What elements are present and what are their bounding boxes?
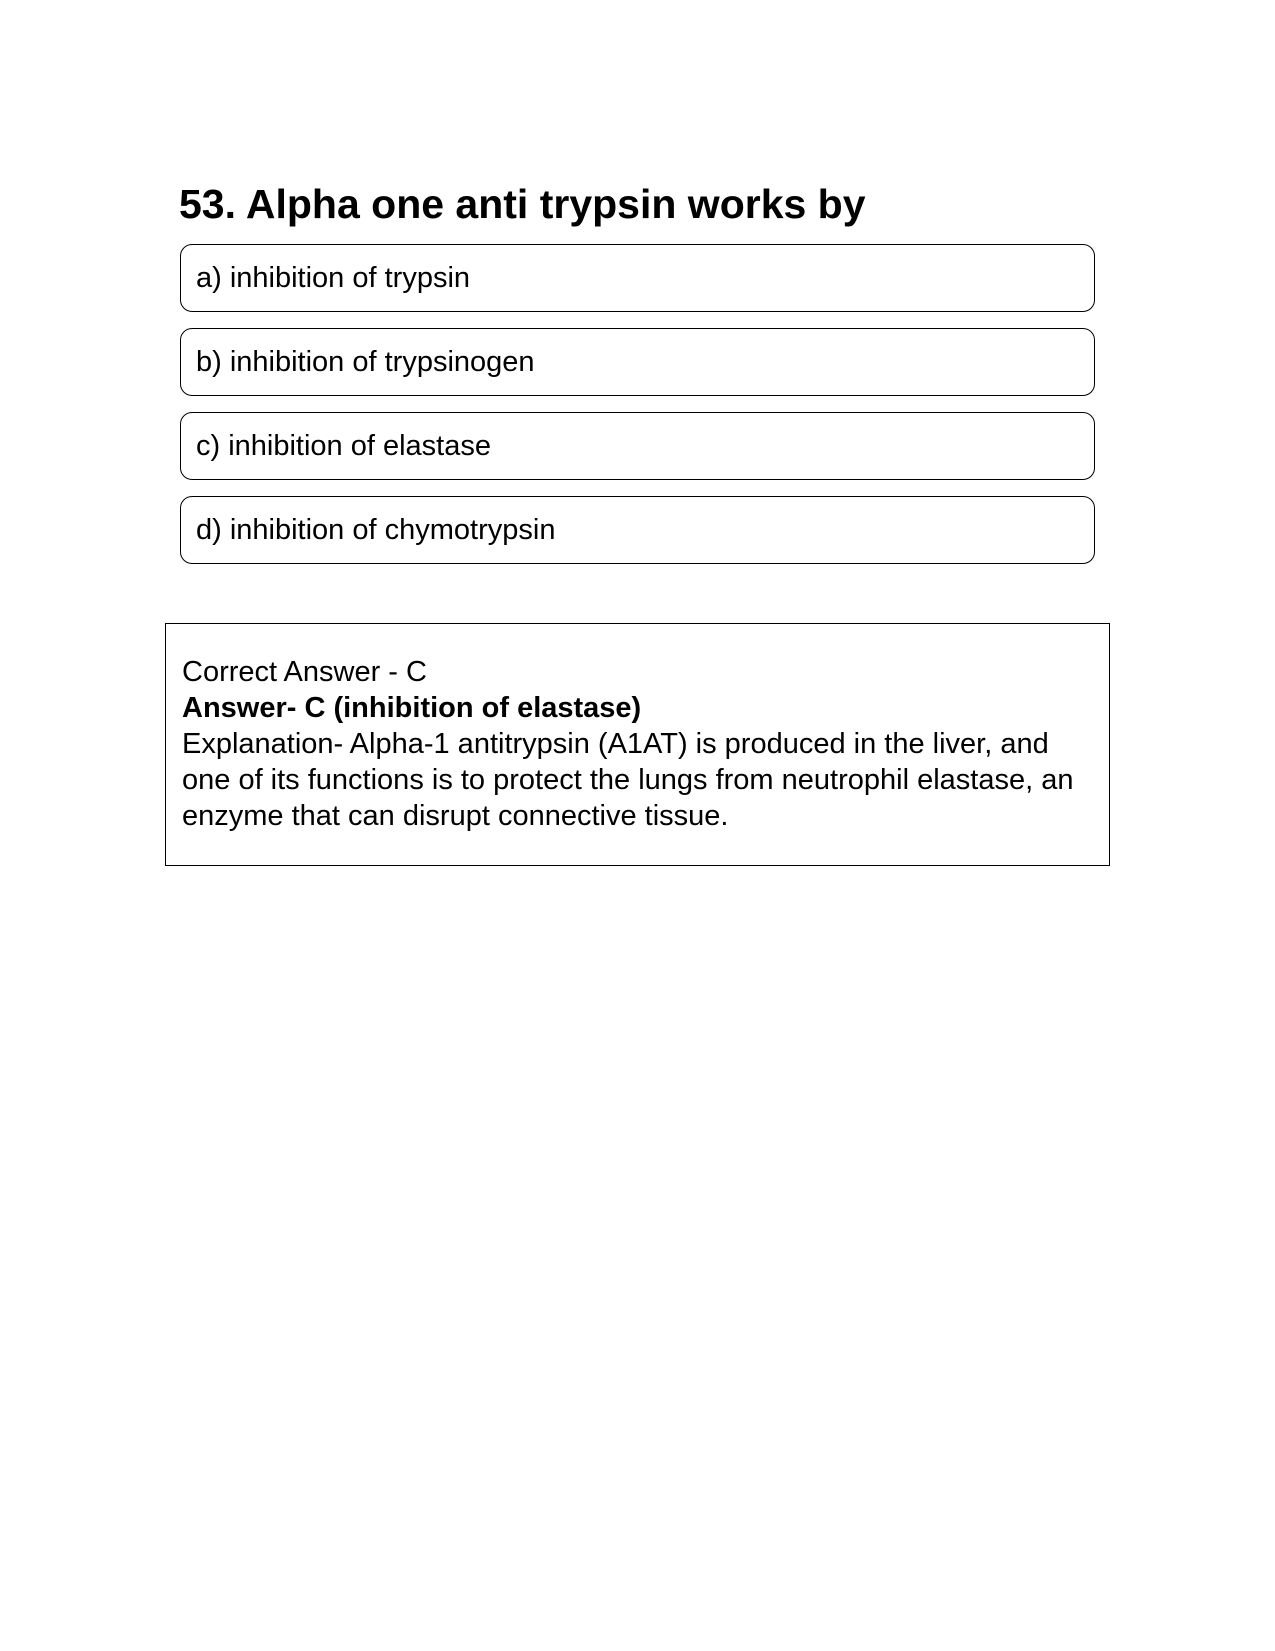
options-list (180, 244, 1095, 580)
option-b-label: b) inhibition of trypsinogen (196, 346, 535, 378)
option-c[interactable] (180, 412, 1095, 480)
answer-explanation: Explanation- Alpha-1 antitrypsin (A1AT) is produced in the liver, and one of its functions is to protect the lungs from neutrophil elastase, an enzyme that can disrupt connective tissue. (182, 728, 1074, 832)
option-d[interactable] (180, 496, 1095, 564)
answer-box (165, 623, 1110, 866)
option-a-label: a) inhibition of trypsin (196, 262, 471, 294)
correct-answer-line: Correct Answer - C (182, 656, 427, 688)
answer-heading: Answer- C (inhibition of elastase) (182, 692, 642, 724)
question-title: 53. Alpha one anti trypsin works by (179, 181, 866, 227)
option-a[interactable] (180, 244, 1095, 312)
option-c-label: c) inhibition of elastase (196, 430, 491, 462)
option-b[interactable] (180, 328, 1095, 396)
option-d-label: d) inhibition of chymotrypsin (196, 514, 556, 546)
